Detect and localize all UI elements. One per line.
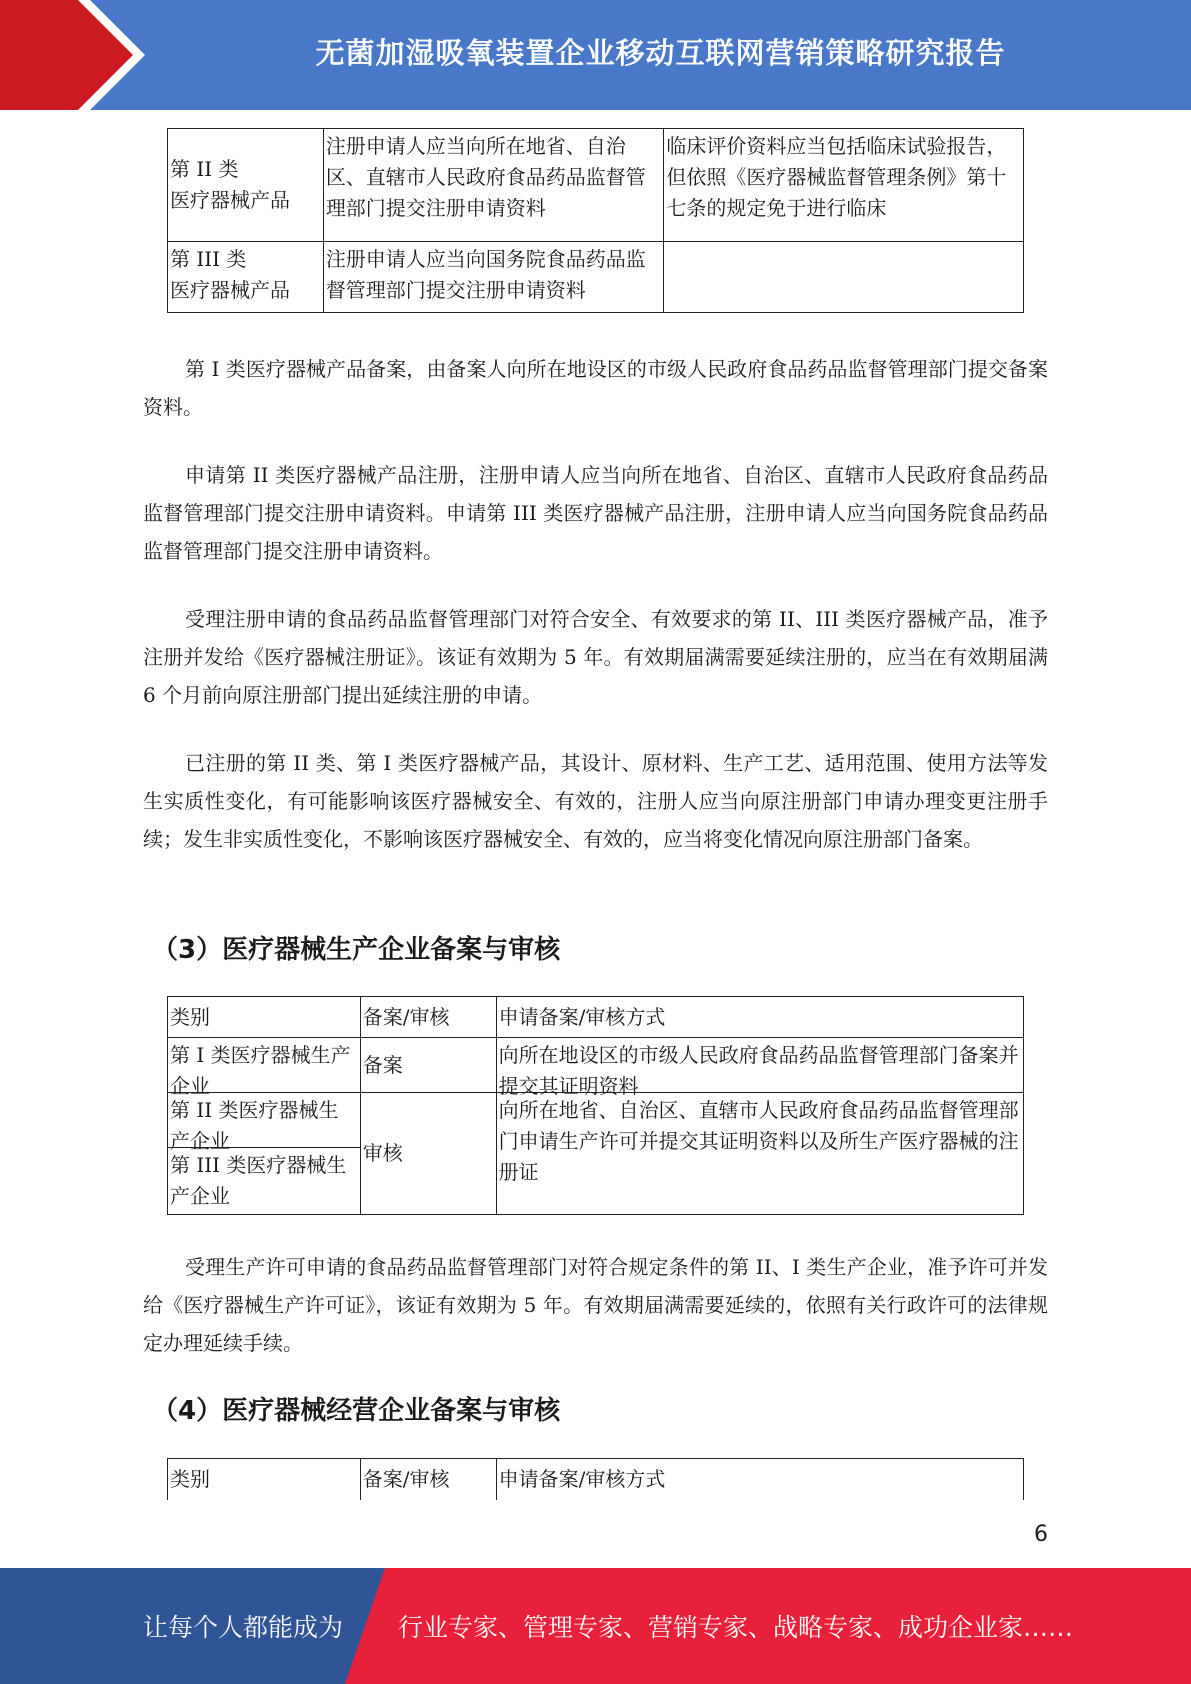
- category-line: 医疗器械产品: [170, 188, 290, 212]
- page-header: [0, 0, 1191, 110]
- footer-slogan-left: 让每个人都能成为: [143, 1613, 344, 1642]
- body-paragraph: 申请第 II 类医疗器械产品注册，注册申请人应当向所在地省、自治区、直辖市人民政府食品药品监督管理部门提交注册申请资料。申请第 III 类医疗器械产品注册，注册申请人应当向国务院食品药品监督管理部门提交注册申请资料。: [143, 463, 1048, 563]
- category-line: 第 II 类: [170, 157, 239, 181]
- table-cell: [168, 129, 324, 242]
- table-header-cell: 类别: [168, 1459, 361, 1500]
- table-cell: [168, 242, 324, 313]
- table-cell: 备案: [360, 1038, 496, 1093]
- page-number: 6: [1034, 1522, 1048, 1547]
- table-cell: 第 III 类医疗器械生产企业: [168, 1148, 361, 1215]
- category-line: 医疗器械产品: [170, 278, 290, 302]
- table-row: [168, 1459, 1024, 1500]
- header-arrow-graphic: [0, 0, 200, 110]
- table-header-cell: 申请备案/审核方式: [496, 1459, 1023, 1500]
- footer-slogan-right: 行业专家、管理专家、营销专家、战略专家、成功企业家……: [398, 1613, 1074, 1642]
- section-heading: （4）医疗器械经营企业备案与审核: [152, 1396, 561, 1426]
- table-row: [168, 1038, 1024, 1093]
- table-cell: [168, 1038, 361, 1098]
- registration-table: [167, 128, 1024, 313]
- table-row: [168, 997, 1024, 1038]
- table-cell: 临床评价资料应当包括临床试验报告，但依照《医疗器械监督管理条例》第十七条的规定免于进行临床: [664, 129, 1024, 242]
- table-cell: 审核: [360, 1093, 496, 1215]
- category-text: 第 I 类医疗器械生产企业: [170, 1043, 351, 1098]
- table-row: [168, 1093, 1024, 1148]
- category-text: 第 II 类医疗器械生产企业: [170, 1098, 339, 1153]
- section-heading: （3）医疗器械生产企业备案与审核: [152, 935, 561, 965]
- report-title: 无菌加湿吸氧装置企业移动互联网营销策略研究报告: [315, 36, 1006, 70]
- category-line: 第 III 类: [170, 247, 247, 271]
- table-row: [168, 129, 1024, 242]
- method-text: 向所在地设区的市级人民政府食品药品监督管理部门备案并提交其证明资料: [498, 1043, 1019, 1098]
- table-cell: 注册申请人应当向所在地省、自治区、直辖市人民政府食品药品监督管理部门提交注册申请资料: [323, 129, 664, 242]
- table-cell: 向所在地省、自治区、直辖市人民政府食品药品监督管理部门申请生产许可并提交其证明资料以及所生产医疗器械的注册证: [496, 1093, 1023, 1215]
- table-header-cell: 类别: [168, 997, 361, 1038]
- table-cell: [496, 1038, 1023, 1098]
- page-footer: [0, 1568, 1191, 1684]
- table-cell: [168, 1093, 361, 1153]
- body-paragraph: 第 I 类医疗器械产品备案，由备案人向所在地设区的市级人民政府食品药品监督管理部门提交备案资料。: [143, 357, 1048, 419]
- table-header-cell: 备案/审核: [360, 997, 496, 1038]
- table-cell: [664, 242, 1024, 313]
- table-row: [168, 242, 1024, 313]
- body-paragraph: 已注册的第 II 类、第 I 类医疗器械产品，其设计、原材料、生产工艺、适用范围、使用方法等发生实质性变化，有可能影响该医疗器械安全、有效的，注册人应当向原注册部门申请办理变更注册手续；发生非实质性变化，不影响该医疗器械安全、有效的，应当将变化情况向原注册部门备案。: [143, 751, 1048, 851]
- production-table: [167, 996, 1024, 1215]
- table-cell: 注册申请人应当向国务院食品药品监督管理部门提交注册申请资料: [323, 242, 664, 313]
- body-paragraph: 受理注册申请的食品药品监督管理部门对符合安全、有效要求的第 II、III 类医疗器械产品，准予注册并发给《医疗器械注册证》。该证有效期为 5 年。有效期届满需要延续注册的，应当在有效期届满 6 个月前向原注册部门提出延续注册的申请。: [143, 607, 1048, 707]
- table-header-cell: 申请备案/审核方式: [496, 997, 1023, 1038]
- body-paragraph: 受理生产许可申请的食品药品监督管理部门对符合规定条件的第 II、I 类生产企业，准予许可并发给《医疗器械生产许可证》，该证有效期为 5 年。有效期届满需要延续的，依照有关行政许可的法律规定办理延续手续。: [143, 1255, 1048, 1355]
- distribution-table: [167, 1458, 1024, 1500]
- table-header-cell: 备案/审核: [360, 1459, 496, 1500]
